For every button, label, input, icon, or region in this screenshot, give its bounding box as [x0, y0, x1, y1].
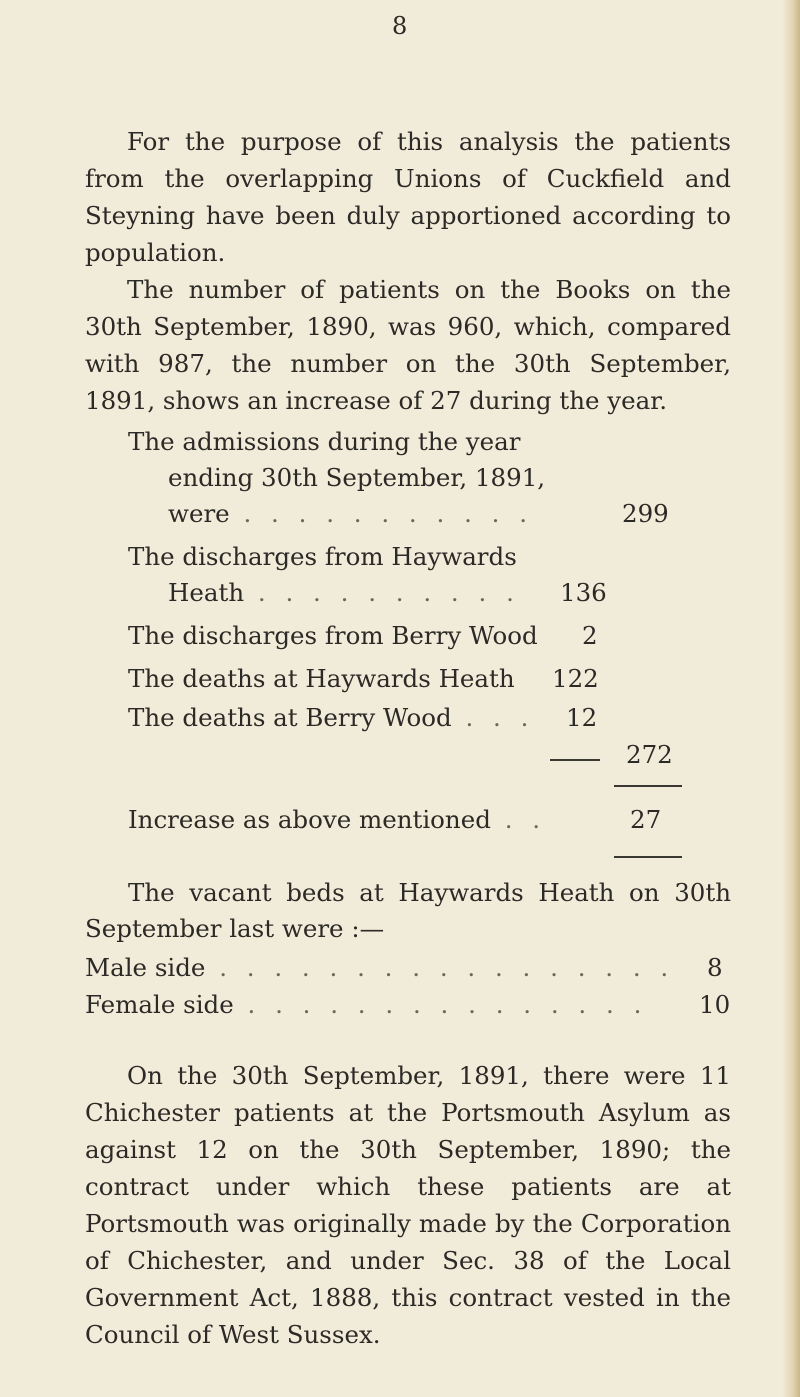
deaths-hh-value: 122 [552, 664, 599, 693]
increase-label-text: Increase as above mentioned [128, 805, 491, 834]
leader-dots: . . . . . . . . . . . [229, 499, 534, 528]
admissions-label-line1: The admissions during the year [128, 427, 521, 456]
increase-rule [614, 856, 682, 858]
paragraph-chichester-patients: On the 30th September, 1891, there were 11 Chichester patients at the Portsmouth Asylum as against 12 on the 30th September, 1890; the contract under which these patients are at Portsmouth was originally made by the Corporation of Chichester, and under Sec. 38 of the Local Government Act, 1888, this contract vested in the Council of West Sussex. [85, 1061, 731, 1349]
discharges-bw-label: The discharges from Berry Wood [128, 621, 538, 650]
leader-dots: . . [490, 805, 547, 834]
deaths-hh-label: The deaths at Haywards Heath [128, 664, 515, 693]
female-side-label [85, 990, 647, 1019]
male-side-value: 8 [707, 953, 723, 982]
admissions-value: 299 [622, 499, 669, 528]
vacant-intro-line2: September last were :— [85, 914, 385, 943]
increase-value: 27 [630, 805, 662, 834]
subtotal-rule [550, 759, 600, 761]
leader-dots: . . . . . . . . . . [244, 578, 520, 607]
total-value: 272 [626, 740, 673, 769]
deaths-bw-value: 12 [566, 703, 598, 732]
female-side-value: 10 [699, 990, 731, 1019]
discharges-hh-value: 136 [560, 578, 607, 607]
leader-dots: . . . . . . . . . . . . . . . . . [205, 953, 675, 982]
female-side-text: Female side [85, 990, 234, 1019]
admissions-label-line2: ending 30th September, 1891, [168, 463, 546, 492]
male-side-text: Male side [85, 953, 206, 982]
leader-dots: . . . [451, 703, 535, 732]
admissions-label-text: were [168, 499, 230, 528]
discharges-hh-label-line2 [168, 578, 520, 607]
male-side-label [85, 953, 674, 982]
discharges-bw-value: 2 [582, 621, 598, 650]
page-edge [782, 0, 800, 1397]
leader-dots: . . . . . . . . . . . . . . . [233, 990, 648, 1019]
discharges-hh-label-line1: The discharges from Haywards [128, 542, 517, 571]
paragraph-apportionment: For the purpose of this analysis the patients from the overlapping Unions of Cuckfield and Steyning have been duly apportioned according to population. [85, 127, 731, 267]
vacant-intro-line1: The vacant beds at Haywards Heath on 30th [128, 878, 731, 907]
total-rule [614, 785, 682, 787]
admissions-label-line3 [168, 499, 533, 528]
page-number: 8 [392, 12, 408, 40]
paragraph-patient-numbers: The number of patients on the Books on the 30th September, 1890, was 960, which, compared with 987, the number on the 30th September, 1891, shows an increase of 27 during the year. [85, 275, 731, 415]
deaths-bw-label [128, 703, 534, 732]
discharges-hh-label-text: Heath [168, 578, 245, 607]
deaths-bw-label-text: The deaths at Berry Wood [128, 703, 452, 732]
increase-label [128, 805, 546, 834]
